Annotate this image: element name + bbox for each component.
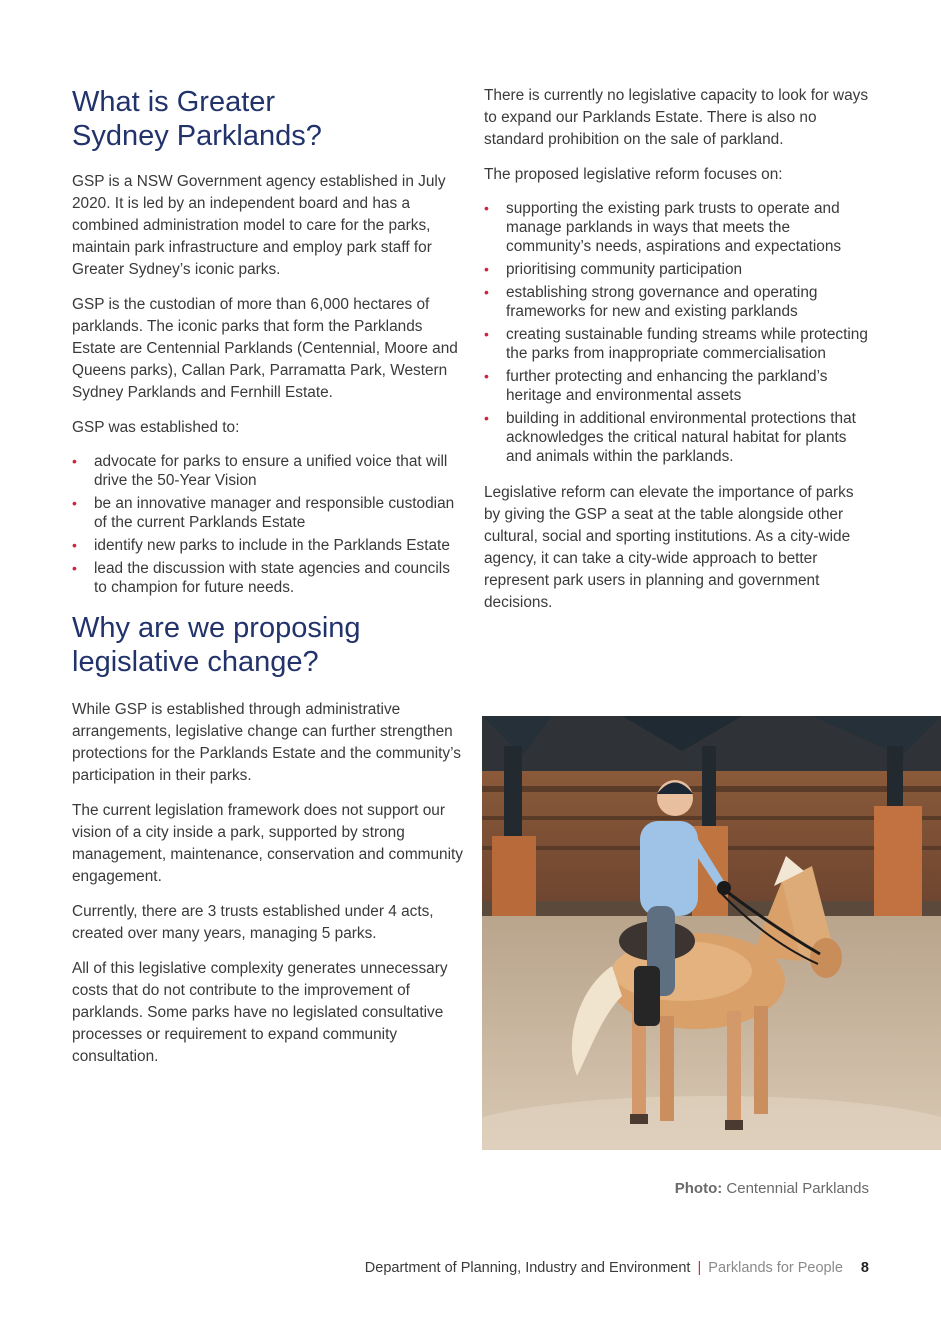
paragraph: The current legislation framework does not support our vision of a city inside a park, supported by strong management, maintenance, conservation and community engagement. (72, 802, 463, 885)
bullet-list (484, 199, 874, 466)
list-item (484, 199, 874, 256)
bullet-icon: • (72, 495, 77, 511)
bullet-icon: • (72, 537, 77, 553)
bullet-list (72, 452, 464, 597)
paragraph: Legislative reform can elevate the importance of parks by giving the GSP a seat at the table alongside other cultural, social and sporting institutions. As a city-wide agency, it can take a city-wide approach to better represent park users in planning and government decisions. (484, 484, 854, 611)
heading-line: Why are we proposing (72, 612, 361, 644)
list-item (72, 536, 464, 555)
heading-why-legislative-change (72, 611, 464, 679)
bullet-icon: • (72, 560, 77, 576)
heading-line: Sydney Parklands? (72, 120, 322, 152)
paragraph: The proposed legislative reform focuses on: (484, 166, 783, 183)
heading-line: What is Greater (72, 86, 276, 118)
paragraph: There is currently no legislative capacity to look for ways to expand our Parklands Estate. There is also no standard prohibition on the sale of parkland. (484, 87, 869, 148)
page-footer (365, 1260, 869, 1276)
page-number: 8 (860, 1260, 869, 1276)
caption-label: Photo: (674, 1180, 723, 1197)
photo-caption (675, 1180, 869, 1197)
list-item (72, 452, 464, 490)
list-item-text: prioritising community participation (506, 261, 743, 278)
list-item-text: advocate for parks to ensure a unified voice that will drive the 50-Year Vision (94, 453, 448, 489)
paragraph: GSP is the custodian of more than 6,000 hectares of parklands. The iconic parks that form the Parklands Estate are Centennial Parklands (Centennial, Moore and Queens parks), Callan Park, Parramatta Park, Western Sydney Parklands and Fernhill Estate. (72, 296, 458, 401)
bullet-icon: • (484, 410, 489, 426)
footer-publication: Parklands for People (708, 1260, 843, 1276)
bullet-icon: • (484, 284, 489, 300)
list-item-text: supporting the existing park trusts to operate and manage parklands in ways that meets the community’s needs, aspirations and expectations (506, 200, 842, 255)
paragraph: GSP is a NSW Government agency established in July 2020. It is led by an independent board and has a combined administration model to care for the parks, maintain park infrastructure and employ park staff for Greater Sydney’s iconic parks. (72, 173, 446, 278)
list-item (484, 283, 874, 321)
list-item-text: establishing strong governance and operating frameworks for new and existing parklands (506, 284, 818, 320)
list-item-text: further protecting and enhancing the parkland’s heritage and environmental assets (506, 368, 828, 404)
footer-separator: | (697, 1260, 702, 1276)
bullet-icon: • (484, 368, 489, 384)
list-item (484, 260, 874, 279)
horse-rider-photo (482, 716, 941, 1150)
paragraph: Currently, there are 3 trusts established under 4 acts, created over many years, managing 5 parks. (72, 903, 434, 942)
heading-what-is-gsp (72, 85, 464, 153)
paragraph: GSP was established to: (72, 419, 240, 436)
caption-text: Centennial Parklands (726, 1180, 869, 1197)
list-item (484, 325, 874, 363)
list-item-text: building in additional environmental protections that acknowledges the critical natural habitat for plants and animals within the parklands. (506, 410, 856, 465)
bullet-icon: • (484, 261, 489, 277)
list-item-text: identify new parks to include in the Parklands Estate (94, 537, 450, 554)
list-item-text: be an innovative manager and responsible custodian of the current Parklands Estate (94, 495, 455, 531)
footer-department: Department of Planning, Industry and Environment (364, 1260, 691, 1276)
bullet-icon: • (484, 200, 489, 216)
paragraph: While GSP is established through administrative arrangements, legislative change can further strengthen protections for the Parklands Estate and the community’s participation in their parks. (72, 701, 461, 784)
heading-line: legislative change? (72, 646, 319, 678)
right-column (484, 0, 874, 627)
bullet-icon: • (72, 453, 77, 469)
left-column (72, 0, 464, 1081)
list-item (72, 559, 464, 597)
list-item (484, 409, 874, 466)
paragraph: All of this legislative complexity generates unnecessary costs that do not contribute to the improvement of parklands. Some parks have no legislated consultative processes or requirement to expand community consultation. (72, 960, 448, 1065)
list-item-text: creating sustainable funding streams while protecting the parks from inappropriate commercialisation (506, 326, 868, 362)
bullet-icon: • (484, 326, 489, 342)
list-item-text: lead the discussion with state agencies and councils to champion for future needs. (94, 560, 450, 596)
list-item (484, 367, 874, 405)
list-item (72, 494, 464, 532)
